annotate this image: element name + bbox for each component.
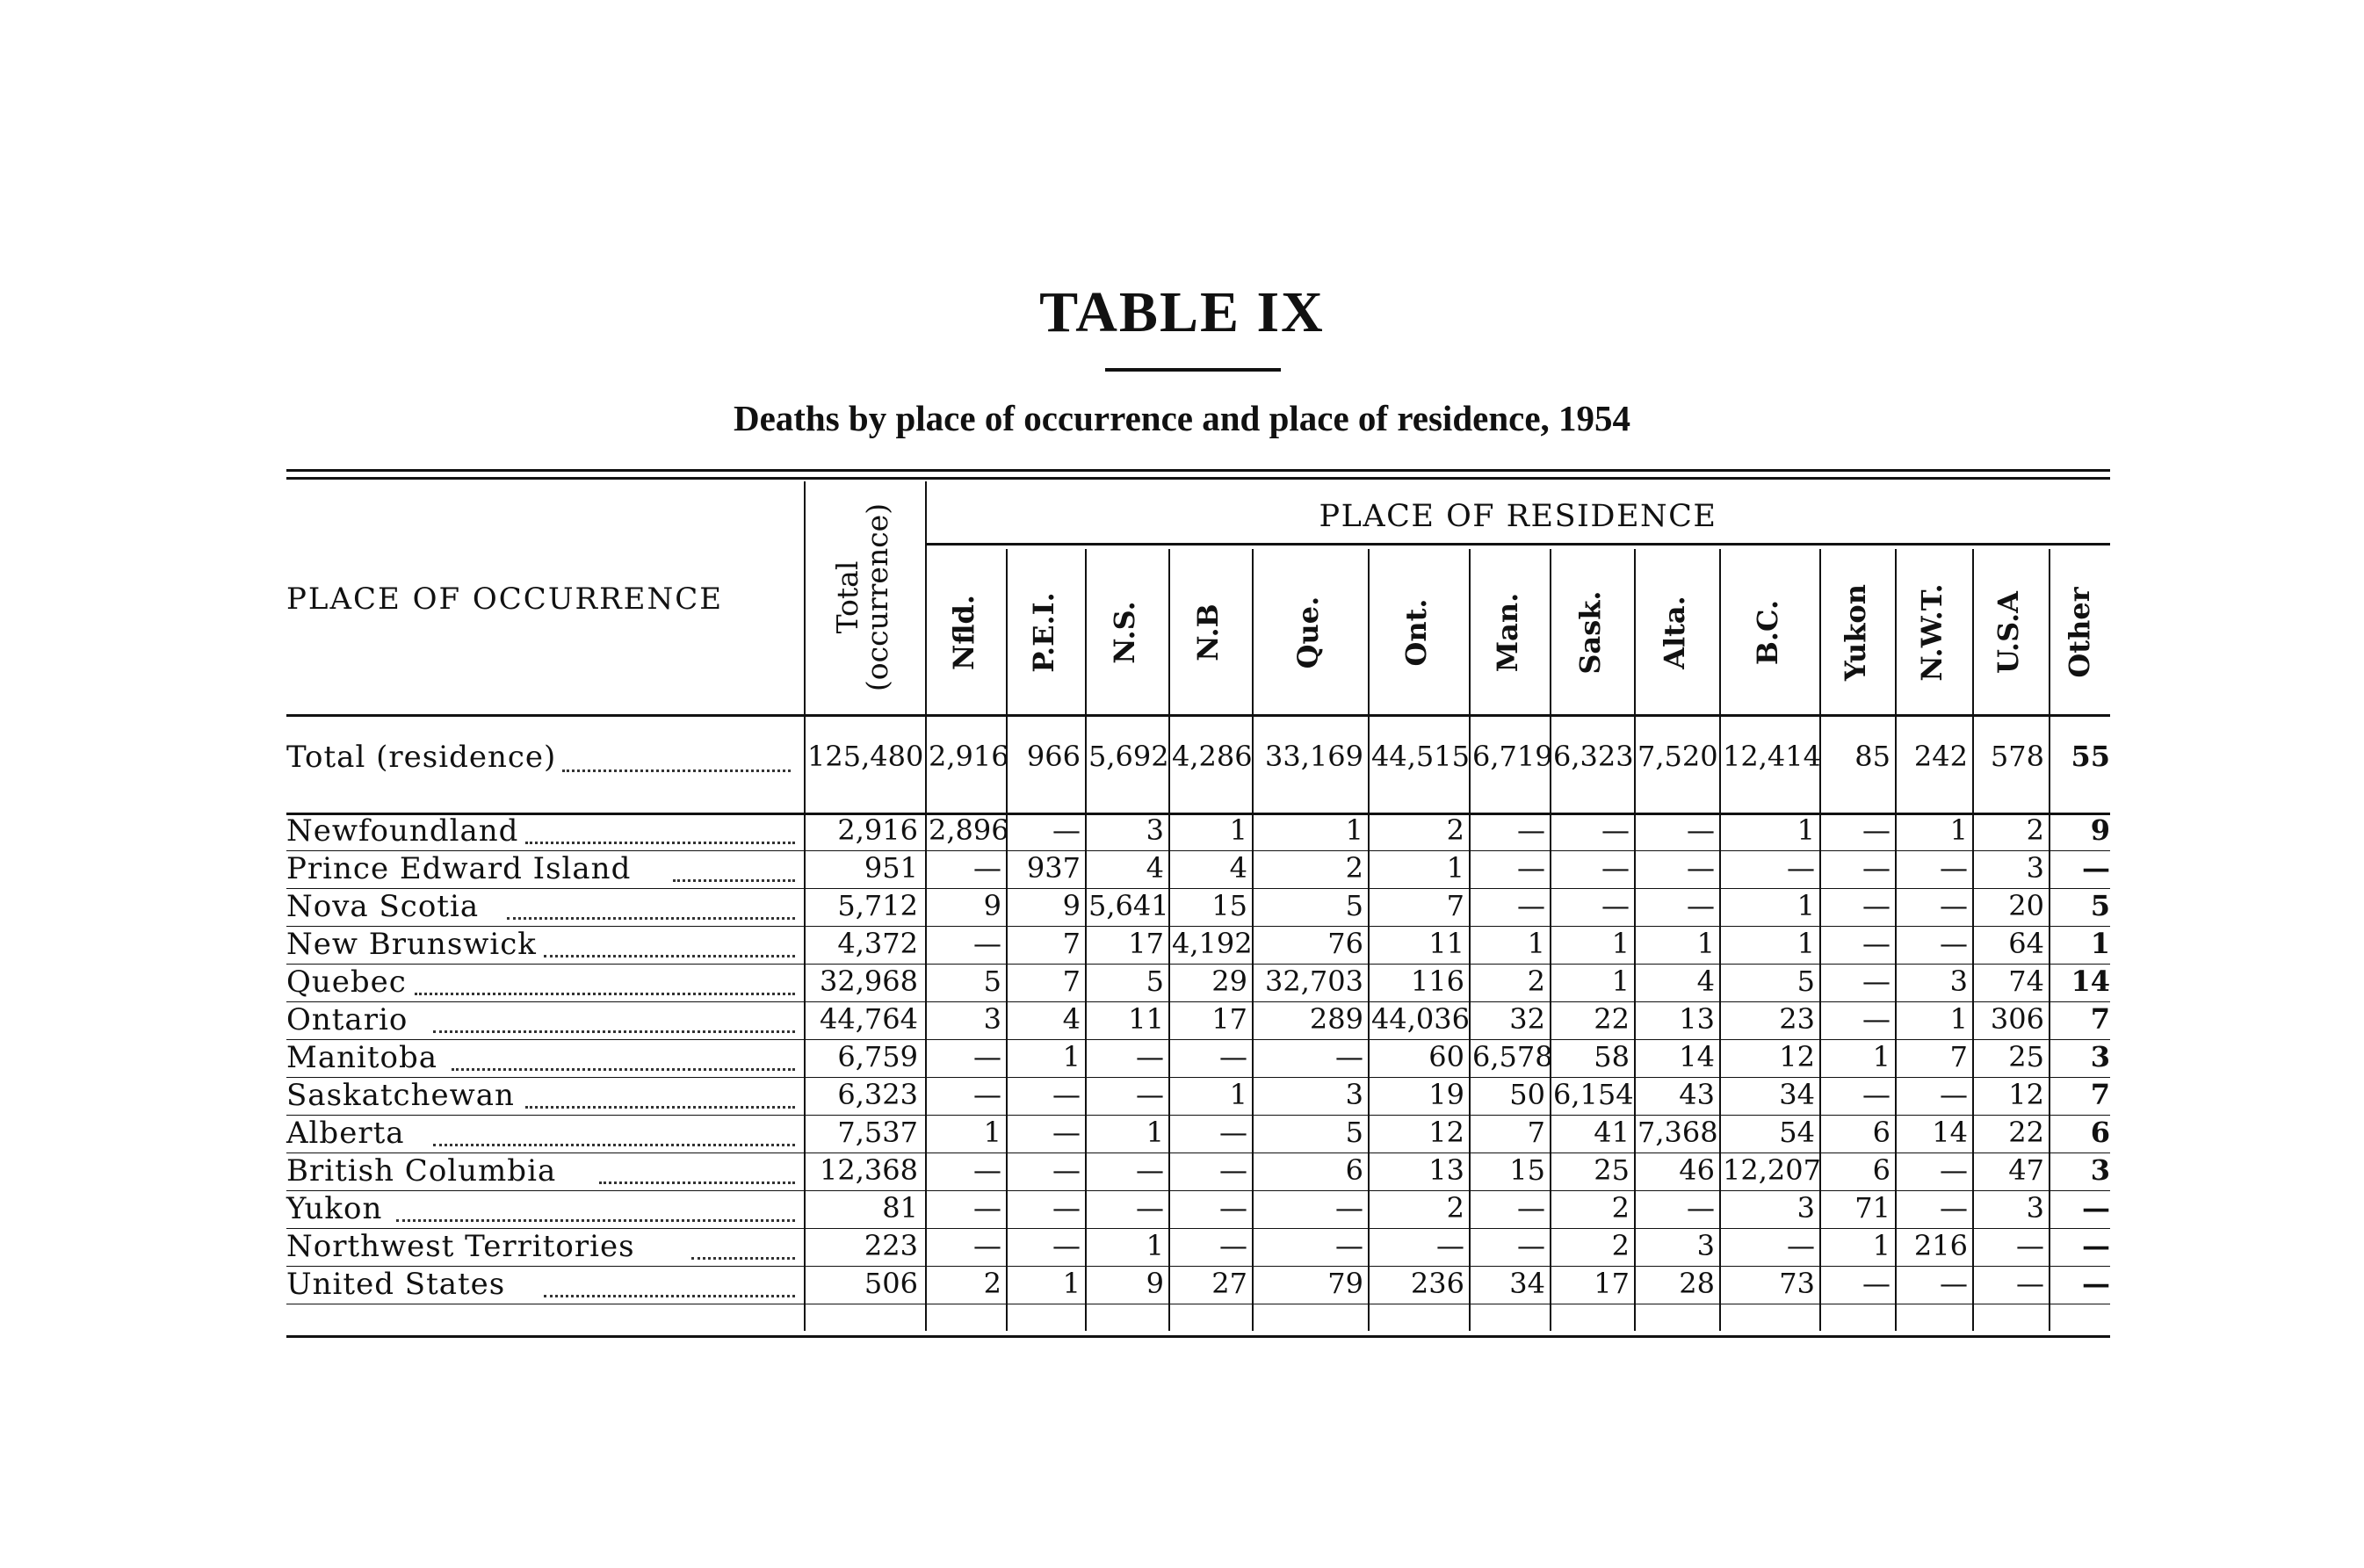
table-cell: 71: [1854, 1191, 1890, 1225]
column-header: Sask.: [1572, 590, 1607, 675]
table-cell: —: [1862, 1267, 1890, 1300]
table-cell: 3: [2026, 851, 2044, 885]
leader-dots: [396, 1219, 795, 1222]
table-cell: 1: [1446, 851, 1464, 885]
table-cell: 6,759: [837, 1040, 918, 1073]
column-rule: [1550, 549, 1551, 1331]
table-cell: 14: [1679, 1040, 1715, 1073]
table-cell: —: [1940, 1267, 1968, 1300]
table-cell: 7: [1062, 927, 1081, 960]
table-cell: 15: [1211, 889, 1247, 922]
column-rule: [1006, 549, 1008, 1331]
table-cell: 12: [2008, 1078, 2044, 1111]
table-cell: 2: [1611, 1191, 1630, 1225]
table-cell: 12: [1428, 1116, 1464, 1149]
table-cell: —: [1787, 1229, 1815, 1262]
table-cell: —: [1940, 1078, 1968, 1111]
row-label: Alberta: [286, 1116, 405, 1151]
column-header: Que.: [1290, 596, 1325, 669]
table-cell: 6,323: [837, 1078, 918, 1111]
table-cell: 1: [1229, 813, 1247, 847]
table-cell: 578: [1990, 740, 2044, 773]
column-header: N.B: [1191, 603, 1225, 661]
table-top-rule-1: [286, 469, 2110, 472]
table-cell: 12,368: [820, 1153, 918, 1187]
table-cell: 50: [1509, 1078, 1545, 1111]
table-cell: 6: [1872, 1153, 1890, 1187]
table-cell: 3: [983, 1002, 1001, 1036]
table-cell: 64: [2008, 927, 2044, 960]
table-cell: 6: [1345, 1153, 1363, 1187]
table-cell: 58: [1594, 1040, 1630, 1073]
table-cell: —: [1862, 927, 1890, 960]
table-cell: 32,968: [820, 965, 918, 998]
table-cell: —: [1052, 1153, 1081, 1187]
table-cell: 46: [1679, 1153, 1715, 1187]
table-cell: —: [1219, 1153, 1247, 1187]
row-label: Manitoba: [286, 1040, 438, 1075]
table-cell: —: [1517, 851, 1545, 885]
table-cell: 223: [864, 1229, 918, 1262]
table-cell: 1: [1062, 1267, 1081, 1300]
table-cell: —: [973, 851, 1001, 885]
leader-dots: [525, 842, 795, 844]
table-cell: 2: [1611, 1229, 1630, 1262]
table-cell: 2: [1446, 1191, 1464, 1225]
table-cell: 17: [1211, 1002, 1247, 1036]
table-cell: 13: [1679, 1002, 1715, 1036]
table-cell: 1: [1146, 1116, 1164, 1149]
column-rule: [1469, 549, 1471, 1331]
table-cell: 73: [1779, 1267, 1815, 1300]
table-cell: —: [1940, 1191, 1968, 1225]
table-cell: —: [2016, 1229, 2044, 1262]
table-cell: 9: [1146, 1267, 1164, 1300]
row-label: Saskatchewan: [286, 1078, 515, 1113]
table-cell: —: [1335, 1191, 1363, 1225]
table-cell: 5,641: [1088, 889, 1169, 922]
leader-dots: [433, 1030, 795, 1033]
table-cell: 9: [983, 889, 1001, 922]
table-subtitle: Deaths by place of occurrence and place of residence, 1954: [733, 398, 1631, 438]
table-cell: —: [1601, 889, 1630, 922]
column-rule: [1972, 549, 1974, 1331]
table-cell: 306: [1990, 1002, 2044, 1036]
table-cell: —: [1601, 813, 1630, 847]
table-cell: 116: [1410, 965, 1464, 998]
column-rule: [1719, 549, 1721, 1331]
table-cell: 11: [1428, 927, 1464, 960]
leader-dots: [452, 1068, 795, 1071]
column-header: Nfld.: [946, 594, 980, 671]
table-cell: 2: [1527, 965, 1545, 998]
table-cell: 1: [1229, 1078, 1247, 1111]
table-cell: 17: [1128, 927, 1164, 960]
column-header: Other: [2063, 587, 2096, 678]
table-cell: —: [2082, 1267, 2110, 1300]
leader-dots: [544, 1295, 795, 1297]
column-rule: [1634, 549, 1636, 1331]
table-cell: 9: [2090, 813, 2110, 847]
table-cell: —: [1052, 1078, 1081, 1111]
table-cell: —: [973, 1229, 1001, 1262]
leader-dots: [433, 1144, 795, 1146]
table-cell: —: [2016, 1267, 2044, 1300]
table-cell: 7,368: [1637, 1116, 1718, 1149]
table-cell: 9: [1062, 889, 1081, 922]
table-cell: 1: [1146, 1229, 1164, 1262]
table-cell: 23: [1779, 1002, 1815, 1036]
total-occurrence-header: [830, 483, 896, 712]
table-cell: 3: [2026, 1191, 2044, 1225]
row-label: British Columbia: [286, 1153, 557, 1189]
table-cell: —: [973, 1078, 1001, 1111]
column-header: B.C.: [1750, 599, 1784, 666]
table-cell: 1: [1527, 927, 1545, 960]
column-rule: [1368, 549, 1370, 1331]
column-rule: [1819, 549, 1821, 1331]
table-cell: —: [1136, 1040, 1164, 1073]
table-cell: 4: [1062, 1002, 1081, 1036]
table-cell: 43: [1679, 1078, 1715, 1111]
row-label: Ontario: [286, 1002, 408, 1037]
table-cell: —: [1219, 1116, 1247, 1149]
table-cell: 81: [882, 1191, 918, 1225]
table-cell: —: [1601, 851, 1630, 885]
table-cell: —: [1436, 1229, 1464, 1262]
table-cell: 4,286: [1172, 740, 1253, 773]
table-cell: 951: [864, 851, 918, 885]
table-cell: 125,480: [807, 740, 924, 773]
table-cell: 236: [1410, 1267, 1464, 1300]
table-cell: 1: [1872, 1229, 1890, 1262]
table-title: TABLE IX: [1039, 280, 1325, 344]
table-cell: 937: [1026, 851, 1081, 885]
table-cell: 32,703: [1265, 965, 1363, 998]
table-cell: 28: [1679, 1267, 1715, 1300]
place-of-residence-header: PLACE OF RESIDENCE: [1319, 499, 1717, 534]
column-rule: [1085, 549, 1087, 1331]
table-cell: 7: [2090, 1002, 2110, 1036]
table-cell: —: [1862, 813, 1890, 847]
table-cell: 14: [1932, 1116, 1968, 1149]
table-cell: 7: [1949, 1040, 1968, 1073]
table-cell: —: [2082, 1191, 2110, 1225]
table-cell: 3: [1949, 965, 1968, 998]
table-top-rule-2: [286, 477, 2110, 480]
column-rule: [1168, 549, 1170, 1331]
table-cell: 20: [2008, 889, 2044, 922]
table-cell: 2: [1345, 851, 1363, 885]
table-cell: 3: [1796, 1191, 1815, 1225]
table-cell: 2,896: [929, 813, 1009, 847]
table-cell: 1: [1345, 813, 1363, 847]
table-cell: 1: [1611, 927, 1630, 960]
table-cell: —: [1052, 1229, 1081, 1262]
table-cell: 6,719: [1472, 740, 1553, 773]
table-cell: 506: [864, 1267, 918, 1300]
table-cell: 12,414: [1723, 740, 1821, 773]
residence-header-rule: [925, 543, 2110, 546]
leader-dots: [691, 1257, 795, 1260]
table-cell: 1: [1949, 813, 1968, 847]
column-header: Ont.: [1399, 598, 1433, 667]
table-cell: 5: [1345, 1116, 1363, 1149]
table-cell: 289: [1309, 1002, 1363, 1036]
table-cell: 22: [2008, 1116, 2044, 1149]
table-cell: 2: [2026, 813, 2044, 847]
table-cell: 3: [1146, 813, 1164, 847]
table-cell: —: [973, 1191, 1001, 1225]
table-cell: 4: [1229, 851, 1247, 885]
table-cell: 44,515: [1371, 740, 1470, 773]
table-cell: 12,207: [1723, 1153, 1821, 1187]
table-cell: 7: [1062, 965, 1081, 998]
row-label: Prince Edward Island: [286, 851, 632, 886]
table-cell: —: [973, 927, 1001, 960]
table-cell: 4: [1696, 965, 1715, 998]
table-cell: —: [1052, 1191, 1081, 1225]
table-cell: 2,916: [929, 740, 1009, 773]
table-cell: 4: [1146, 851, 1164, 885]
table-cell: 54: [1779, 1116, 1815, 1149]
table-cell: —: [1862, 1078, 1890, 1111]
table-cell: —: [1940, 851, 1968, 885]
table-cell: —: [1219, 1040, 1247, 1073]
table-cell: —: [1862, 889, 1890, 922]
table-cell: 966: [1026, 740, 1081, 773]
column-header: Alta.: [1658, 596, 1691, 669]
column-header: Man.: [1490, 592, 1524, 673]
title-underline: [1105, 368, 1281, 372]
table-cell: 1: [983, 1116, 1001, 1149]
column-rule: [1895, 549, 1897, 1331]
table-cell: —: [1052, 1116, 1081, 1149]
table-cell: 27: [1211, 1267, 1247, 1300]
table-cell: 4,372: [837, 927, 918, 960]
table-cell: 33,169: [1265, 740, 1363, 773]
table-cell: 55: [2071, 740, 2110, 773]
table-cell: 3: [1696, 1229, 1715, 1262]
table-cell: 4,192: [1172, 927, 1253, 960]
row-label: New Brunswick: [286, 927, 537, 962]
table-cell: 1: [1796, 813, 1815, 847]
table-cell: 7: [1527, 1116, 1545, 1149]
table-cell: 11: [1128, 1002, 1164, 1036]
table-cell: —: [1687, 813, 1715, 847]
table-cell: 1: [1949, 1002, 1968, 1036]
table-cell: —: [1136, 1078, 1164, 1111]
table-cell: 242: [1913, 740, 1968, 773]
table-bottom-rule: [286, 1335, 2110, 1338]
place-of-occurrence-header: PLACE OF OCCURRENCE: [286, 582, 724, 617]
table-cell: 44,036: [1371, 1002, 1470, 1036]
table-cell: 3: [2090, 1040, 2110, 1073]
table-cell: 34: [1509, 1267, 1545, 1300]
column-header: P.E.I.: [1026, 592, 1060, 673]
table-cell: 60: [1428, 1040, 1464, 1073]
table-cell: —: [1219, 1191, 1247, 1225]
table-cell: 25: [2008, 1040, 2044, 1073]
table-cell: —: [973, 1040, 1001, 1073]
table-cell: 34: [1779, 1078, 1815, 1111]
table-cell: —: [1517, 813, 1545, 847]
table-cell: 5: [2090, 889, 2110, 922]
table-cell: 7,537: [837, 1116, 918, 1149]
table-cell: —: [2082, 851, 2110, 885]
table-cell: 1: [2090, 927, 2110, 960]
table-cell: —: [1136, 1153, 1164, 1187]
table-cell: 17: [1594, 1267, 1630, 1300]
table-cell: 1: [1796, 927, 1815, 960]
table-cell: —: [1517, 1229, 1545, 1262]
table-cell: 216: [1913, 1229, 1968, 1262]
leader-dots: [562, 770, 791, 772]
column-header: U.S.A: [1992, 590, 2025, 675]
table-cell: —: [1052, 813, 1081, 847]
table-cell: 1: [1796, 889, 1815, 922]
table-cell: 3: [1345, 1078, 1363, 1111]
table-cell: 74: [2008, 965, 2044, 998]
table-cell: 29: [1211, 965, 1247, 998]
table-cell: 1: [1872, 1040, 1890, 1073]
table-cell: 19: [1428, 1078, 1464, 1111]
table-cell: 3: [2090, 1153, 2110, 1187]
table-cell: 79: [1327, 1267, 1363, 1300]
table-cell: 2: [983, 1267, 1001, 1300]
table-cell: —: [1940, 1153, 1968, 1187]
table-cell: 2: [1446, 813, 1464, 847]
table-cell: —: [2082, 1229, 2110, 1262]
table-cell: —: [1335, 1040, 1363, 1073]
column-rule: [925, 481, 927, 1331]
table-cell: 5: [1146, 965, 1164, 998]
table-cell: 6,578: [1472, 1040, 1553, 1073]
column-header: Yukon: [1838, 583, 1872, 682]
table-cell: 5,692: [1088, 740, 1169, 773]
table-cell: 13: [1428, 1153, 1464, 1187]
table-cell: 5: [1796, 965, 1815, 998]
leader-dots: [525, 1106, 795, 1109]
table-cell: 6: [2090, 1116, 2110, 1149]
table-cell: 1: [1062, 1040, 1081, 1073]
table-cell: —: [973, 1153, 1001, 1187]
table-cell: 41: [1594, 1116, 1630, 1149]
table-cell: —: [1136, 1191, 1164, 1225]
table-cell: 15: [1509, 1153, 1545, 1187]
row-label: Yukon: [286, 1191, 383, 1226]
table-cell: —: [1219, 1229, 1247, 1262]
row-label: Total (residence): [286, 740, 557, 775]
table-cell: —: [1687, 889, 1715, 922]
leader-dots: [507, 917, 795, 920]
table-cell: —: [1940, 927, 1968, 960]
table-cell: 25: [1594, 1153, 1630, 1187]
table-cell: 5,712: [837, 889, 918, 922]
table-cell: 1: [1611, 965, 1630, 998]
leader-dots: [415, 993, 795, 995]
table-cell: 1: [1696, 927, 1715, 960]
table-cell: —: [1787, 851, 1815, 885]
table-cell: 6,323: [1553, 740, 1634, 773]
table-cell: —: [1687, 851, 1715, 885]
table-cell: 6,154: [1553, 1078, 1634, 1111]
table-cell: 47: [2008, 1153, 2044, 1187]
column-rule: [2049, 549, 2050, 1331]
row-label: United States: [286, 1267, 506, 1302]
table-cell: —: [1517, 889, 1545, 922]
table-cell: —: [1687, 1191, 1715, 1225]
table-cell: 7: [1446, 889, 1464, 922]
row-label: Newfoundland: [286, 813, 519, 849]
table-cell: —: [1335, 1229, 1363, 1262]
leader-dots: [544, 955, 795, 957]
leader-dots: [599, 1181, 795, 1184]
table-cell: —: [1940, 889, 1968, 922]
column-header: N.W.T.: [1914, 583, 1948, 682]
table-cell: 5: [1345, 889, 1363, 922]
leader-dots: [673, 879, 795, 882]
row-label: Nova Scotia: [286, 889, 480, 924]
table-cell: 12: [1779, 1040, 1815, 1073]
table-cell: 22: [1594, 1002, 1630, 1036]
table-cell: 76: [1327, 927, 1363, 960]
total-occurrence-header-text: Total (occurrence): [830, 502, 894, 692]
table-cell: 7: [2090, 1078, 2110, 1111]
table-cell: 7,520: [1637, 740, 1718, 773]
header-bottom-rule: [286, 714, 2110, 717]
table-cell: 85: [1854, 740, 1890, 773]
table-cell: —: [1862, 851, 1890, 885]
table-cell: —: [1517, 1191, 1545, 1225]
row-label: Quebec: [286, 965, 407, 1000]
table-cell: 5: [983, 965, 1001, 998]
table-cell: 6: [1872, 1116, 1890, 1149]
table-cell: —: [1862, 965, 1890, 998]
table-cell: 2,916: [837, 813, 918, 847]
column-header: N.S.: [1108, 601, 1141, 664]
table-cell: 32: [1509, 1002, 1545, 1036]
table-cell: 14: [2071, 965, 2110, 998]
row-label: Northwest Territories: [286, 1229, 635, 1264]
table-cell: 44,764: [820, 1002, 918, 1036]
column-rule: [804, 481, 806, 1331]
table-cell: —: [1862, 1002, 1890, 1036]
